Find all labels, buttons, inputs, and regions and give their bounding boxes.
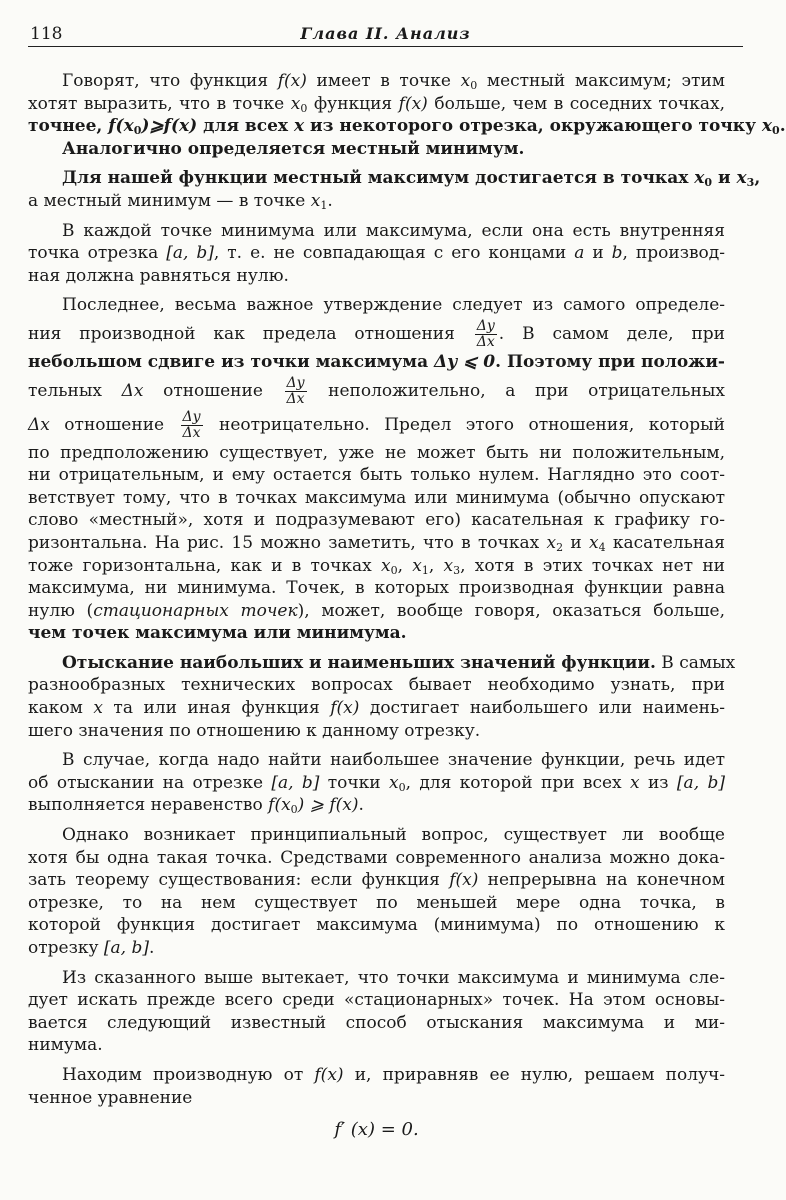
text-line: отрезку [a, b]. [28,938,155,958]
text-line: Δx отношение $\frac{\Delta y}{\Delta x}$ неотрицательно. Предел этого отношения, который [28,408,725,441]
text-line: Для нашей функции местный максимум достигается в точках $x_0$ и $x_3$, [62,168,761,190]
text-line: чем точек максимума или минимума. [28,623,407,644]
running-title: Глава II. Анализ [300,24,471,43]
fraction-dy-dx: $\frac{\Delta y}{\Delta x}$ [182,408,201,441]
text-line: каком x та или иная функция f(x) достигает наибольшего или наимень- [28,698,726,719]
text-line: ченное уравнение [28,1087,193,1108]
text-line: хотят выразить, что в точке $x_0$ функция f(x) больше, чем в соседних точках, [28,93,725,115]
section-heading: Отыскание наибольших и наименьших значений функции. [62,652,656,673]
text-line: разнообразных технических вопросах бывает необходимо узнать, при [28,675,725,696]
fraction-dy-dx: $\frac{\Delta y}{\Delta x}$ [286,374,305,407]
text-line: хотя бы одна такая точка. Средствами современного анализа можно дока- [28,847,725,868]
text-line: отрезке, то на нем существует по меньшей мере одна точка, в [28,892,725,913]
text-line: ная должна равняться нулю. [28,265,289,286]
text-line: Однако возникает принципиальный вопрос, существует ли вообще [62,825,725,846]
text-line: В каждой точке минимума или максимума, если она есть внутренняя [62,220,725,241]
text-line: ветствует тому, что в точках максимума или минимума (обычно опускают [28,487,725,508]
text-line: а местный минимум — в точке $x_1$. [28,190,333,212]
text-line: Находим производную от f(x) и, приравняв ее нулю, решаем получ- [62,1064,725,1085]
text-line: выполняется неравенство $f(x_0)$ ⩾ f(x). [28,795,364,817]
page-body [28,70,786,1142]
page-header [28,24,743,47]
text-line: точнее, $f(x_0)⩾f(x)$ для всех x из некоторого отрезка, окружающего точку $x_0$. [28,116,786,138]
text-line: Из сказанного выше вытекает, что точки максимума и минимума сле- [62,967,725,988]
page-number: 118 [30,24,63,44]
text-line: тельных Δx отношение $\frac{\Delta y}{\Delta x}$ неположительно, а при отрицательных [28,374,726,407]
text-line: нимума. [28,1035,103,1056]
text-line: максимума, ни минимума. Точек, в которых производная функции равна [28,578,725,599]
text-line: Говорят, что функция f(x) имеет в точке $x_0$ местный максимум; этим [62,71,725,92]
text-line: по предположению существует, уже не может быть ни положительным, [28,442,725,463]
text-line: Отыскание наибольших и наименьших значений функции. В самых [62,652,736,673]
text-line: ни отрицательным, и ему остается быть только нулем. Наглядно это соот- [28,465,725,486]
text-line: тоже горизонтальна, как и в точках $x_0$, $x_1$, $x_3$, хотя в этих точках нет ни [28,555,725,577]
text-line: шего значения по отношению к данному отрезку. [28,720,481,741]
text-line: слово «местный», хотя и подразумевают его) касательная к графику го- [28,510,725,531]
text-line: которой функция достигает максимума (минимума) по отношению к [28,915,725,936]
equation: f′ (x) = 0. [334,1119,419,1141]
text-line: ния производной как предела отношения $\frac{\Delta y}{\Delta x}$ . В самом деле, при [28,317,726,350]
text-line: об отыскании на отрезке [a, b] точки $x_0$, для которой при всех x из [a, b] [28,772,725,794]
text-line: нулю (стационарных точек), может, вообще говоря, оказаться больше, [28,600,726,621]
text-line: небольшом сдвиге из точки максимума Δy ⩽ 0. Поэтому при положи- [28,351,725,372]
text-line: точка отрезка [a, b], т. е. не совпадающая с его концами a и b, производ- [28,243,725,264]
text-line: Последнее, весьма важное утверждение следует из самого определе- [62,295,725,316]
text-line: зать теорему существования: если функция f(x) непрерывна на конечном [28,870,726,891]
fraction-dy-dx: $\frac{\Delta y}{\Delta x}$ [476,317,495,350]
text-line: дует искать прежде всего среди «стационарных» точек. На этом основы- [28,990,725,1011]
text-line: ризонтальна. На рис. 15 можно заметить, что в точках $x_2$ и $x_4$ касательная [28,532,726,554]
text-line: Аналогично определяется местный минимум. [62,138,525,159]
text-line: вается следующий известный способ отыскания максимума и ми- [28,1012,725,1033]
text-line: В случае, когда надо найти наибольшее значение функции, речь идет [62,750,725,771]
